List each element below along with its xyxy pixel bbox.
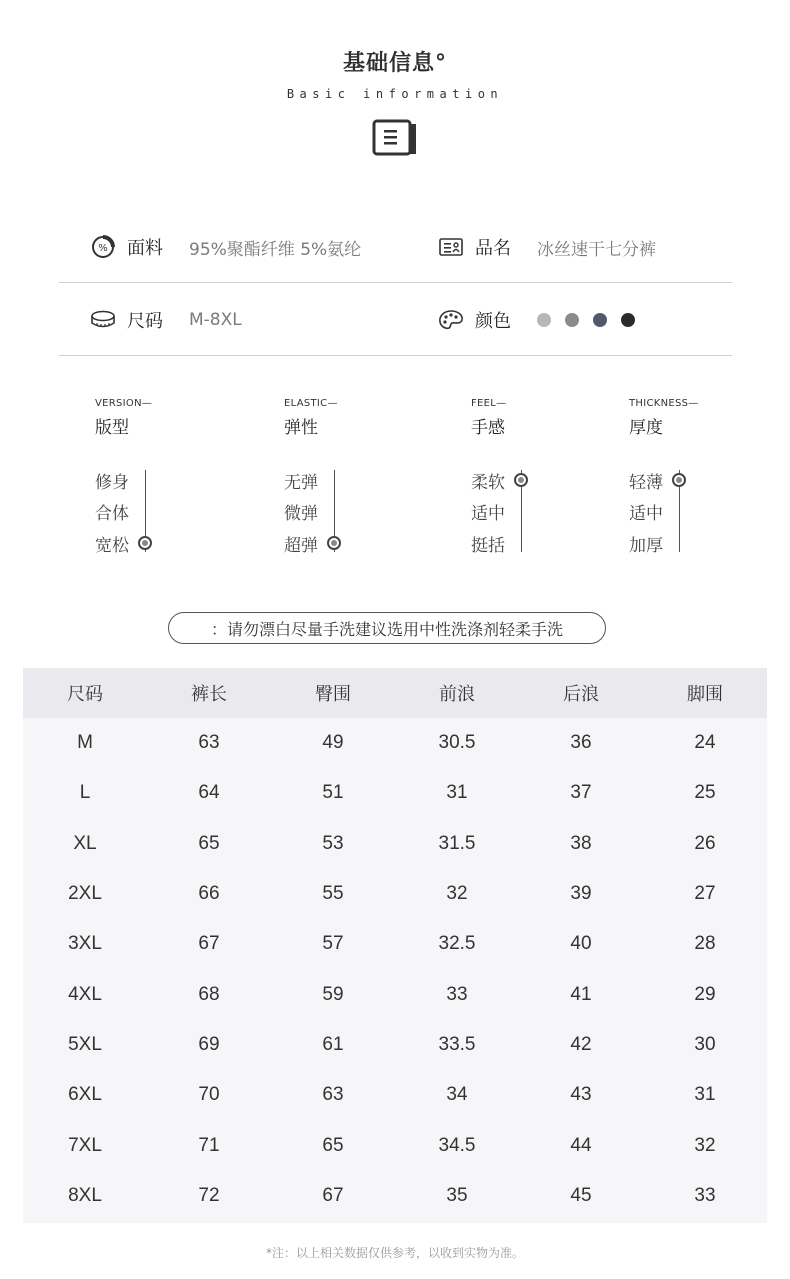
- table-cell: 69: [198, 1033, 220, 1055]
- attribute-option: 微弹: [284, 504, 318, 524]
- table-cell: 37: [570, 782, 592, 804]
- fabric-label: 面料: [127, 238, 163, 259]
- attribute-cn-label: 手感: [471, 418, 505, 438]
- product-name-value: 冰丝速干七分裤: [537, 239, 656, 260]
- table-cell: 49: [322, 732, 344, 754]
- table-header-cell: 后浪: [563, 684, 599, 705]
- attribute-option: 轻薄: [629, 473, 663, 493]
- color-cell: [437, 284, 635, 356]
- attribute-option: 无弹: [284, 473, 318, 493]
- table-row: [23, 768, 767, 818]
- size-cell: [89, 284, 242, 356]
- table-cell: 72: [198, 1184, 220, 1206]
- table-header-cell: 脚围: [687, 684, 723, 705]
- table-cell: 57: [322, 933, 344, 955]
- attribute-option: 宽松: [95, 536, 129, 556]
- table-cell: 53: [322, 832, 344, 854]
- table-cell: 3XL: [68, 933, 102, 955]
- scale-indicator: [514, 473, 528, 487]
- attribute-en-label: VERSION—: [95, 398, 153, 409]
- size-value: M-8XL: [189, 310, 242, 330]
- attribute-heading: [629, 398, 699, 438]
- table-cell: 71: [198, 1134, 220, 1156]
- table-cell: 61: [322, 1033, 344, 1055]
- palette-icon: [437, 308, 465, 332]
- footnote: *注：以上相关数据仅供参考，以收到实物为准。: [265, 1246, 524, 1260]
- table-row: [23, 718, 767, 768]
- table-cell: 67: [198, 933, 220, 955]
- attribute-option: 修身: [95, 473, 129, 493]
- table-cell: 35: [446, 1184, 468, 1206]
- table-cell: 33.5: [438, 1033, 476, 1055]
- table-cell: 2XL: [68, 883, 102, 905]
- table-cell: 39: [570, 883, 592, 905]
- attribute-option: 挺括: [471, 536, 505, 556]
- table-cell: 30: [694, 1033, 716, 1055]
- attribute-en-label: FEEL—: [471, 398, 507, 409]
- scale-indicator: [672, 473, 686, 487]
- table-cell: 68: [198, 983, 220, 1005]
- table-row: [23, 1120, 767, 1170]
- table-cell: 26: [694, 832, 716, 854]
- table-cell: 40: [570, 933, 592, 955]
- table-cell: 33: [446, 983, 468, 1005]
- table-row: [23, 919, 767, 969]
- table-cell: 43: [570, 1084, 592, 1106]
- product-name-label: 品名: [475, 238, 511, 259]
- table-body: [23, 718, 767, 1221]
- table-cell: XL: [73, 832, 97, 854]
- table-cell: 63: [198, 732, 220, 754]
- color-swatch: [565, 313, 579, 327]
- table-cell: 70: [198, 1084, 220, 1106]
- table-row: [23, 969, 767, 1019]
- attribute-en-label: ELASTIC—: [284, 398, 338, 409]
- attribute-option: 加厚: [629, 536, 663, 556]
- table-cell: 63: [322, 1084, 344, 1106]
- table-cell: 44: [570, 1134, 592, 1156]
- attribute-option: 合体: [95, 504, 129, 524]
- table-cell: 59: [322, 983, 344, 1005]
- table-cell: 64: [198, 782, 220, 804]
- tape-measure-icon: [89, 308, 117, 332]
- color-swatch: [537, 313, 551, 327]
- table-cell: 32: [694, 1134, 716, 1156]
- table-cell: 33: [694, 1184, 716, 1206]
- table-cell: 67: [322, 1184, 344, 1206]
- table-row: [23, 1070, 767, 1120]
- table-row: [23, 819, 767, 869]
- table-cell: 31.5: [438, 832, 476, 854]
- product-name-cell: [437, 211, 656, 283]
- size-label: 尺码: [127, 311, 163, 332]
- attribute-option: 适中: [629, 504, 663, 524]
- table-cell: 34: [446, 1084, 468, 1106]
- document-icon: [372, 118, 420, 158]
- table-cell: 7XL: [68, 1134, 102, 1156]
- size-table: [23, 668, 767, 1223]
- color-swatch: [621, 313, 635, 327]
- attribute-heading: [284, 398, 338, 438]
- percent-icon: [89, 235, 117, 259]
- table-header-cell: 前浪: [439, 684, 475, 705]
- table-cell: 27: [694, 883, 716, 905]
- table-cell: 31: [694, 1084, 716, 1106]
- svg-text:%: %: [98, 243, 108, 254]
- color-swatches: [537, 313, 635, 327]
- id-card-icon: [437, 235, 465, 259]
- table-row: [23, 869, 767, 919]
- table-cell: 65: [322, 1134, 344, 1156]
- color-label: 颜色: [475, 311, 511, 332]
- section-subtitle: Basic information: [286, 87, 504, 101]
- section-header: [0, 46, 790, 101]
- attribute-cn-label: 厚度: [629, 418, 663, 438]
- table-cell: 6XL: [68, 1084, 102, 1106]
- table-cell: 8XL: [68, 1184, 102, 1206]
- table-cell: 34.5: [438, 1134, 476, 1156]
- attribute-cn-label: 弹性: [284, 418, 318, 438]
- table-cell: 32: [446, 883, 468, 905]
- table-cell: 42: [570, 1033, 592, 1055]
- table-cell: 38: [570, 832, 592, 854]
- table-cell: 36: [570, 732, 592, 754]
- table-cell: 30.5: [438, 732, 476, 754]
- attribute-cn-label: 版型: [95, 418, 129, 438]
- attribute-en-label: THICKNESS—: [629, 398, 699, 409]
- wash-instructions: ：请勿漂白尽量手洗建议选用中性洗涤剂轻柔手洗: [168, 612, 606, 644]
- table-cell: 29: [694, 983, 716, 1005]
- table-cell: 32.5: [438, 933, 476, 955]
- table-header: [23, 668, 767, 718]
- table-header-cell: 臀围: [315, 684, 351, 705]
- table-cell: 65: [198, 832, 220, 854]
- scale-indicator: [138, 536, 152, 550]
- table-cell: 25: [694, 782, 716, 804]
- table-cell: 24: [694, 732, 716, 754]
- table-cell: M: [77, 732, 93, 754]
- table-row: [23, 1020, 767, 1070]
- table-cell: 66: [198, 883, 220, 905]
- attribute-option: 柔软: [471, 473, 505, 493]
- table-cell: 41: [570, 983, 592, 1005]
- fabric-value: 95%聚酯纤维 5%氨纶: [189, 239, 362, 260]
- table-cell: 31: [446, 782, 468, 804]
- table-header-cell: 尺码: [67, 684, 103, 705]
- info-row-fabric-name: [59, 211, 732, 283]
- attribute-heading: [95, 398, 152, 438]
- table-row: [23, 1171, 767, 1221]
- attribute-option: 适中: [471, 504, 505, 524]
- attribute-heading: [471, 398, 506, 438]
- attribute-option: 超弹: [284, 536, 318, 556]
- table-cell: 55: [322, 883, 344, 905]
- table-cell: 28: [694, 933, 716, 955]
- table-cell: 4XL: [68, 983, 102, 1005]
- color-swatch: [593, 313, 607, 327]
- section-title: 基础信息°: [342, 51, 447, 76]
- table-cell: L: [79, 782, 91, 804]
- table-cell: 5XL: [68, 1033, 102, 1055]
- table-header-cell: 裤长: [191, 684, 227, 705]
- fabric-cell: [89, 211, 361, 283]
- table-cell: 45: [570, 1184, 592, 1206]
- info-row-size-color: [59, 284, 732, 356]
- scale-indicator: [327, 536, 341, 550]
- table-cell: 51: [322, 782, 344, 804]
